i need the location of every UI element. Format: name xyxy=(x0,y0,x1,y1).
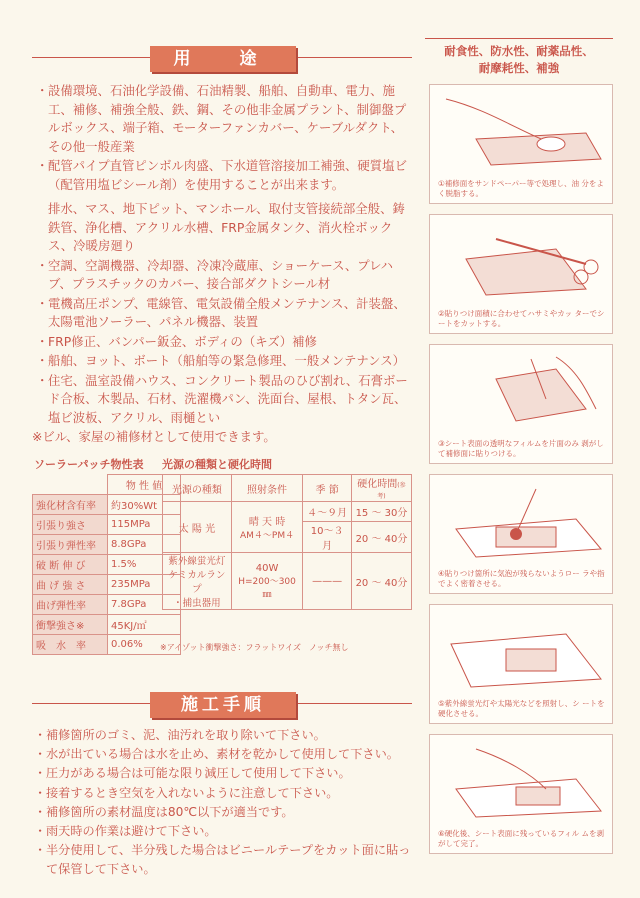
uses-title: 用 途 xyxy=(150,46,296,72)
procedure-title: 施工手順 xyxy=(150,692,296,718)
sub-item: 排水、マス、地下ピット、マンホール、取付支管接続部全般、鋳鉄管、浄化槽、アクリル水槽、FRP金属タンク、消火栓ボックス、冷暖房廻り xyxy=(48,201,405,253)
list-item: ・ FRP修正、バンパー鈑金、ボディの（キズ）補修 xyxy=(36,333,317,349)
step-6-illustration xyxy=(429,734,613,854)
steps-column xyxy=(425,38,613,848)
step-2-illustration xyxy=(429,214,613,334)
list-item: ・ 空調、空調機器、冷却器、冷凍冷蔵庫、ショーケース、プレハブ、プラスチックのカバー、接合部ダクトシール材 xyxy=(36,257,394,291)
cure-table xyxy=(162,474,412,610)
step-2-caption: ②貼りつけ面積に合わせてハサミやカッ ターでシートをカットする。 xyxy=(438,309,605,328)
table-row: 曲 げ 強 さ 235MPa xyxy=(33,575,181,595)
uses-list xyxy=(32,82,412,447)
table-row: 太 陽 光 晴 天 時 AM４〜PM４ ４〜９月 15 〜 30分 xyxy=(163,502,412,522)
table-row: 曲げ弾性率 7.8GPa xyxy=(33,595,181,615)
list-item: ・ 圧力がある場合は可能な限り減圧して使用して下さい。 xyxy=(34,766,351,781)
step-4-illustration xyxy=(429,474,613,594)
table-row: 引張り弾性率 8.8GPa xyxy=(33,535,181,555)
props-table xyxy=(32,474,181,655)
props-title: ソーラーパッチ物性表 xyxy=(34,458,144,471)
procedure-header xyxy=(32,686,412,720)
roller-icon xyxy=(436,479,606,559)
film-remove-icon xyxy=(436,739,606,819)
procedure-list xyxy=(32,726,412,880)
table-row: 強化材含有率 約30%Wt xyxy=(33,495,181,515)
step-1-caption: ①補修面をサンドペーパー等で処理し、油 分をよく脱脂する。 xyxy=(438,179,604,198)
uses-section xyxy=(32,40,412,448)
step-3-illustration xyxy=(429,344,613,464)
table-row: 破 断 伸 び 1.5% xyxy=(33,555,181,575)
list-item: ・ 水が出ている場合は水を止め、素材を乾かして使用して下さい。 xyxy=(34,747,399,762)
list-item: ・ 半分使用して、半分残した場合はビニールテープをカット面に貼って保管して下さい。 xyxy=(34,843,411,877)
uses-header xyxy=(32,40,412,74)
step-5-illustration xyxy=(429,604,613,724)
list-item: ・ 補修箇所の素材温度は80℃以下が適当です。 xyxy=(34,804,294,819)
table-row: 衝撃強さ※ 45KJ/㎡ xyxy=(33,615,181,635)
list-item: ・ 住宅、温室設備ハウス、コンクリート製品のひび割れ、石膏ボード合板、木製品、石材、洗濯機パン、洗面台、屋根、トタン瓦、塩ビ波板、アクリル、雨樋とい xyxy=(36,372,408,425)
list-item: ・ 船舶、ヨット、ボート（船舶等の緊急修理、一般メンテナンス） xyxy=(36,353,405,368)
value-header: 物 性 値 xyxy=(108,475,181,495)
scissors-icon xyxy=(436,219,606,299)
uv-light-icon xyxy=(436,609,606,689)
film-peel-icon xyxy=(436,349,606,429)
list-item: ・ 補修箇所のゴミ、泥、油汚れを取り除いて下さい。 xyxy=(34,728,326,742)
step-6-caption: ⑥硬化後、シート表面に残っているフィル ムを剥がして完了。 xyxy=(438,829,605,848)
table-row: 引張り強さ 115MPa xyxy=(33,515,181,535)
step-1-illustration xyxy=(429,84,613,204)
cure-title: 光源の種類と硬化時間 xyxy=(162,458,272,471)
list-item: ・ 電機高圧ポンプ、電線管、電気設備全般メンテナンス、計装盤、太陽電池ソーラー、パネル機器、装置 xyxy=(36,295,406,329)
step-5-caption: ⑤紫外線蛍光灯や太陽光などを照射し、シ ートを硬化させる。 xyxy=(438,699,605,718)
list-item: ・ 雨天時の作業は避けて下さい。 xyxy=(34,824,217,839)
table-row: 紫外線蛍光灯 ケミカルランプ ・捕虫器用 40W H=200〜300㎜ ——— 20 〜 40分 xyxy=(163,553,412,610)
step-3-caption: ③シート表面の透明なフィルムを片面のみ 剥がして補修面に貼りつける。 xyxy=(438,439,604,458)
table-row: 10〜３月 20 〜 40分 xyxy=(163,522,412,553)
features-heading: 耐食性、防水性、耐薬品性、 耐摩耗性、補強 xyxy=(425,38,613,77)
table-row xyxy=(33,475,181,495)
uses-note: ※ビル、家屋の補修材として使用できます。 xyxy=(32,429,276,444)
table-row: 光源の種類 照射条件 季 節 硬化時間(参考) xyxy=(163,475,412,502)
list-item: ・ 設備環境、石油化学設備、石油精製、船舶、自動車、電力、施工、補修、補強全般、鉄、鋼、その他非金属プラント、制御盤プルボックス、端子箱、モーターファンカバー、ケーブルダクト、その他一般産業 xyxy=(36,83,407,154)
step-4-caption: ④貼りつけ箇所に気泡が残らないようロー ラや指でよく密着させる。 xyxy=(438,569,605,588)
procedure-section xyxy=(32,686,412,880)
sanding-icon xyxy=(436,89,606,169)
list-item: ・ 配管パイプ直管ピンボル肉盛、下水道管溶接加工補強、硬質塩ビ（配管用塩ビシール剤）を使用することが出来ます。 排水、マス、地下ピット、マンホール、取付支管接続部全般、鋳鉄管、浄化槽、アクリル水槽、FRP金属タンク、消火栓ボックス、冷暖房廻り xyxy=(32,157,412,256)
table-row: 吸 水 率 0.06% xyxy=(33,635,181,655)
table-footnote: ※アイゾット衝撃強さ：フラットワイズ ノッチ無し xyxy=(160,643,349,652)
list-item: ・ 接着するとき空気を入れないように注意して下さい。 xyxy=(34,785,339,800)
